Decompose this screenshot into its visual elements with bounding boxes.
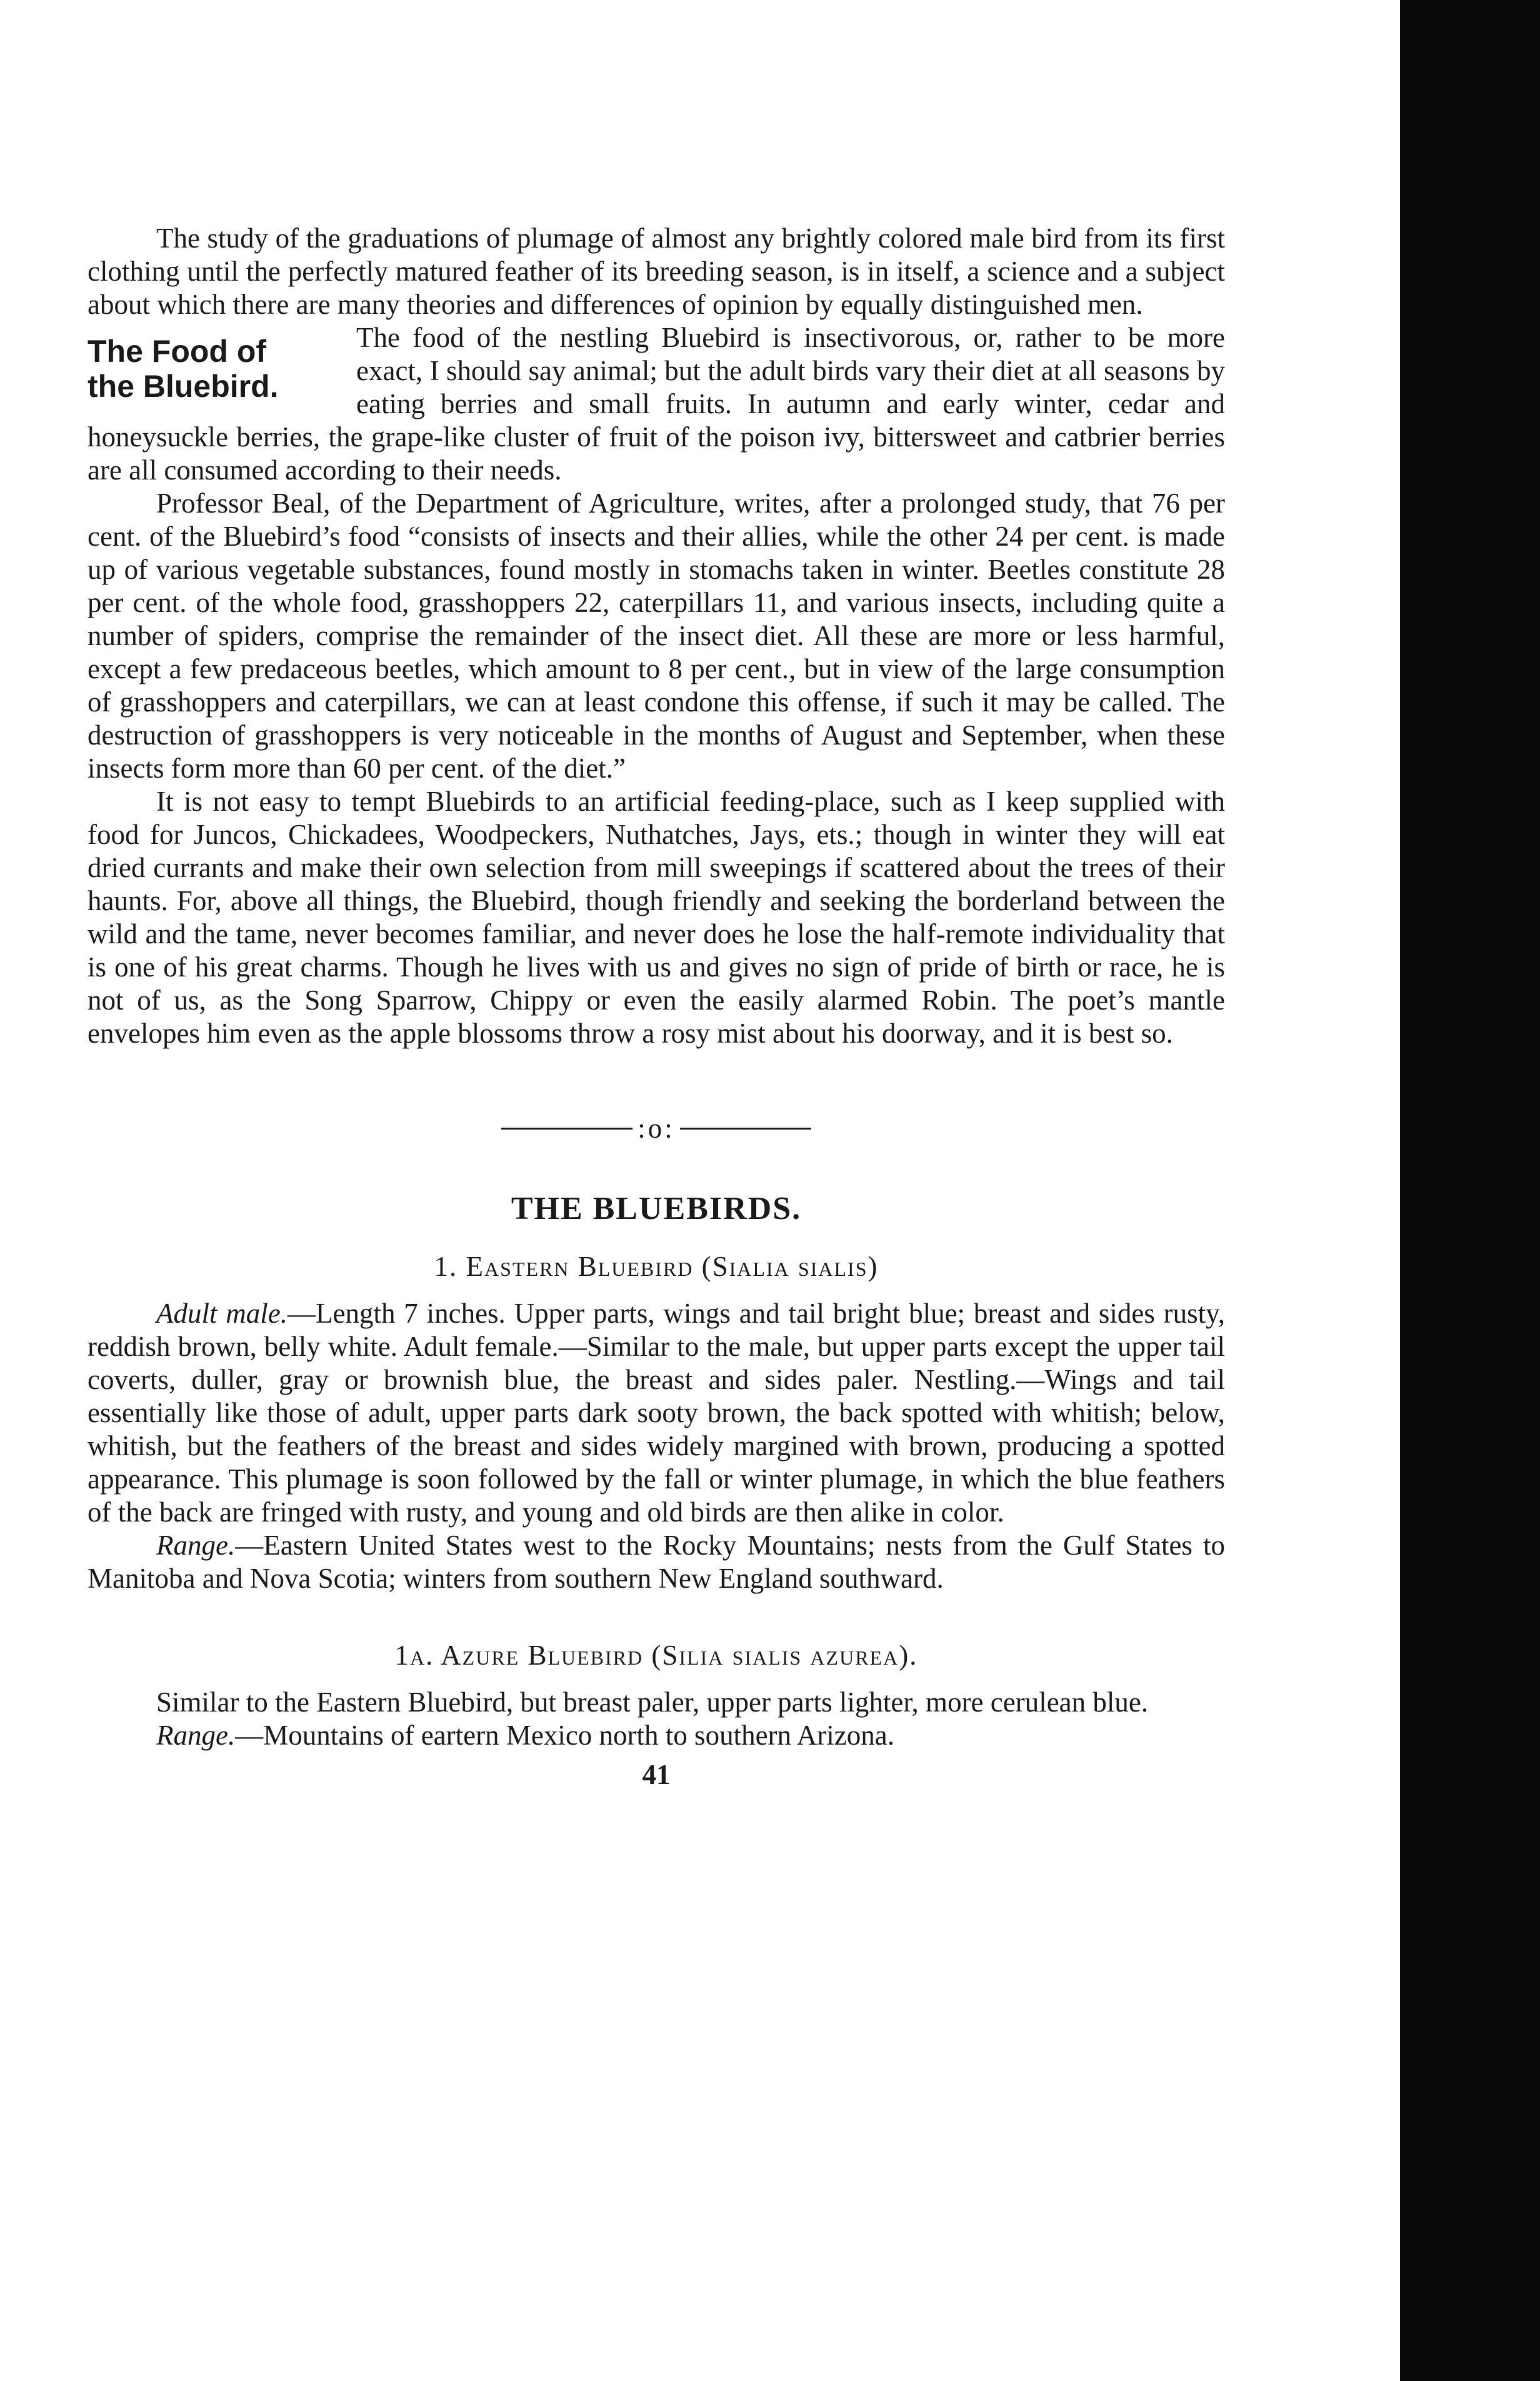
eastern-bluebird-heading: 1. Eastern Bluebird (Sialia sialis) <box>434 1251 879 1283</box>
azure-description: Similar to the Eastern Bluebird, but breast paler, upper parts lighter, more cerulean blue. <box>156 1687 1149 1718</box>
azure-range <box>88 1719 1225 1752</box>
divider-mark: :o: <box>638 1113 675 1145</box>
eastern-description <box>88 1297 1225 1529</box>
azure-range-label: Range. <box>156 1720 236 1752</box>
food-heading-line2: the Bluebird. <box>88 369 279 404</box>
scan-edge-strip <box>1400 0 1540 2381</box>
eastern-range-label: Range. <box>156 1530 236 1561</box>
book-page <box>88 222 1225 1792</box>
food-paragraph-2: Professor Beal, of the Department of Agriculture, writes, after a prolonged study, that 76 per cent. of the Bluebird’s food “consists of insects and their allies, while the other 24 per cent. is made up of various vegetable substances, found mostly in stomachs taken in winter. Beetles constitute 28 per cent. of the whole food, grasshoppers 22, caterpillars 11, and various insects, including quite a number of spiders, comprise the remainder of the insect diet. All these are more or less harmful, except a few predaceous beetles, which amount to 8 per cent., but in view of the large consumption of grasshoppers and caterpillars, we can at least condone this offense, if such it may be called. The destruction of grasshoppers is very noticeable in the months of August and September, when these insects form more than 60 per cent. of the diet.” <box>88 488 1225 784</box>
section-divider <box>88 1110 1225 1145</box>
bluebirds-title: THE BLUEBIRDS. <box>511 1191 802 1227</box>
adult-male-label: Adult male. <box>156 1298 288 1330</box>
azure-range-text: —Mountains of eartern Mexico north to southern Arizona. <box>235 1720 894 1752</box>
adult-male-text: —Length 7 inches. Upper parts, wings and tail bright blue; breast and sides rusty, reddish brown, belly white. Adult female.—Similar to the male, but upper parts except the upper tail coverts, duller, gray or brownish blue, the breast and sides paler. Nestling.—Wings and tail essentially like those of adult, upper parts dark sooty brown, the back spotted with whitish; below, whitish, but the feathers of the breast and sides widely margined with brown, producing a spotted appearance. This plumage is soon followed by the fall or winter plumage, in which the blue feathers of the back are fringed with rusty, and young and old birds are then alike in color. <box>88 1298 1225 1528</box>
azure-bluebird-heading: 1a. Azure Bluebird (Silia sialis azurea). <box>394 1640 918 1672</box>
page-number: 41 <box>642 1759 671 1791</box>
divider-rule-left <box>501 1128 632 1130</box>
intro-paragraph: The study of the graduations of plumage of almost any brightly colored male bird from its first clothing until the perfectly matured feather of its breeding season, is in itself, a science and a subject about which there are many theories and differences of opinion by equally distinguished men. <box>88 223 1225 320</box>
food-paragraph-1: The food of the nestling Bluebird is insectivorous, or, rather to be more exact, I should say animal; but the adult birds vary their diet at all seasons by eating berries and small fruits. In autumn and early winter, cedar and honeysuckle berries, the grape-like cluster of fruit of the poison ivy, bittersweet and catbrier berries are all consumed according to their needs. <box>88 322 1225 486</box>
divider-rule-right <box>680 1128 811 1130</box>
eastern-range <box>88 1529 1225 1595</box>
food-section-heading <box>88 334 338 404</box>
food-heading-line1: The Food of <box>88 334 267 369</box>
food-paragraph-3: It is not easy to tempt Bluebirds to an artificial feeding-place, such as I keep supplied with food for Juncos, Chickadees, Woodpeckers, Nuthatches, Jays, ets.; though in winter they will eat dried currants and make their own selection from mill sweepings if scattered about the trees of their haunts. For, above all things, the Bluebird, though friendly and seeking the borderland between the wild and the tame, never becomes familiar, and never does he lose the half-remote individuality that is one of his great charms. Though he lives with us and gives no sign of pride of birth or race, he is not of us, as the Song Sparrow, Chippy or even the easily alarmed Robin. The poet’s mantle envelopes him even as the apple blossoms throw a rosy mist about his doorway, and it is best so. <box>88 786 1225 1049</box>
eastern-range-text: —Eastern United States west to the Rocky Mountains; nests from the Gulf States to Manitoba and Nova Scotia; winters from southern New England southward. <box>88 1530 1225 1595</box>
